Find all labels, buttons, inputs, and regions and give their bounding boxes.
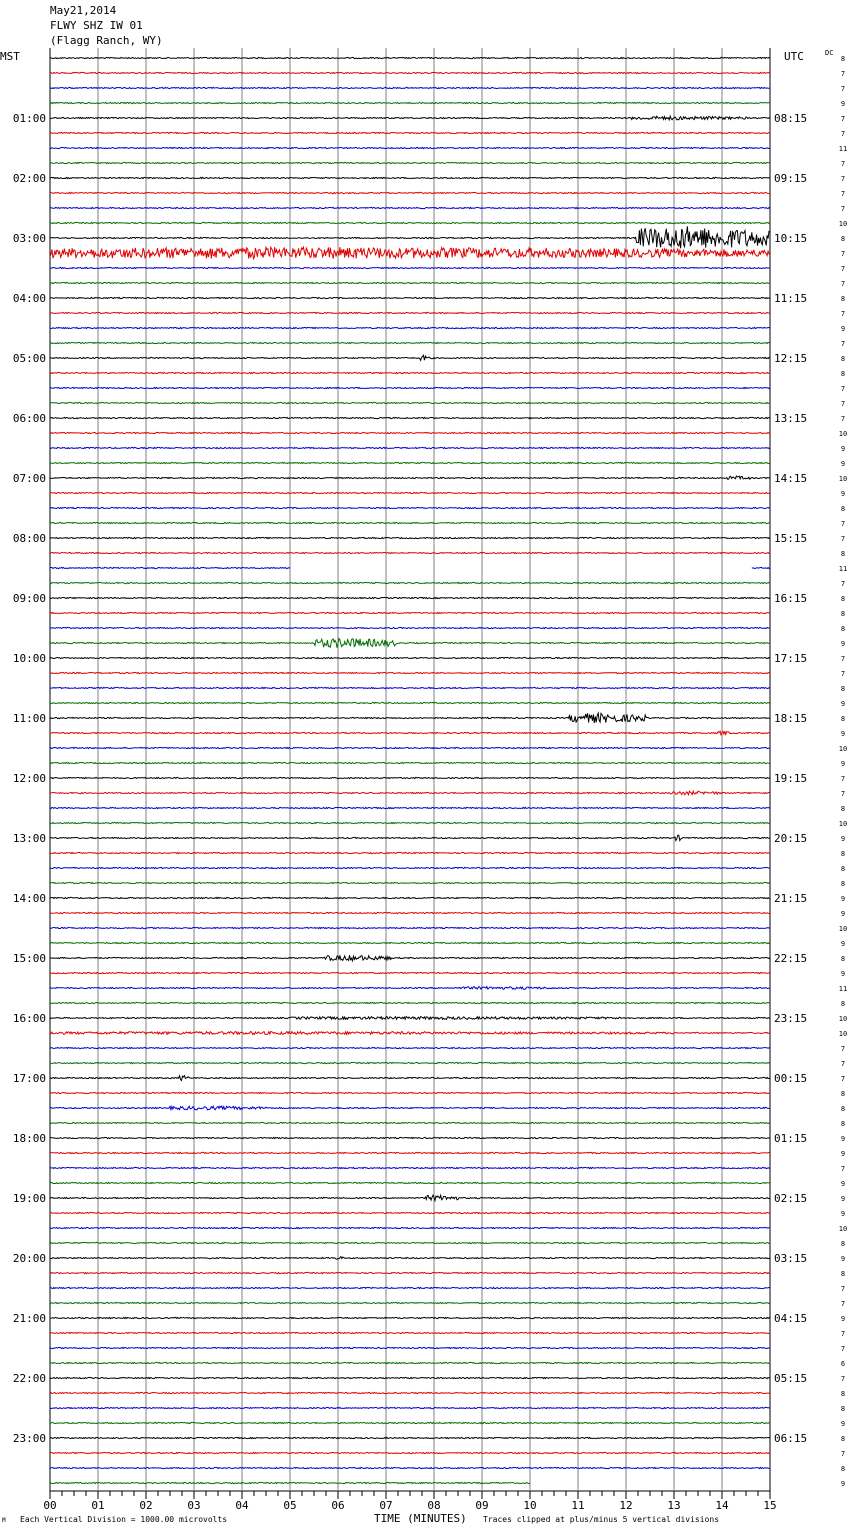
dc-offset-label: 7: [840, 1045, 846, 1053]
dc-offset-label: 8: [840, 295, 846, 303]
dc-label: DC: [825, 49, 834, 57]
trace-line: [50, 1287, 770, 1288]
right-hour-label: 13:15: [774, 412, 808, 425]
dc-offset-label: 9: [840, 700, 846, 708]
dc-offset-label: 8: [840, 715, 846, 723]
left-hour-label: 14:00: [12, 892, 46, 905]
trace-line: [50, 522, 770, 523]
right-hour-label: 11:15: [774, 292, 808, 305]
clip-note: Traces clipped at plus/minus 5 vertical divisions: [483, 1515, 720, 1524]
dc-offset-label: 8: [840, 1435, 846, 1443]
dc-offset-label: 9: [840, 910, 846, 918]
trace-line: [50, 132, 770, 133]
trace-line: [50, 927, 770, 928]
left-hour-label: 23:00: [12, 1432, 46, 1445]
left-hour-label: 03:00: [12, 232, 46, 245]
dc-offset-label: 10: [838, 820, 848, 828]
dc-offset-label: 7: [840, 790, 846, 798]
x-tick-label: 00: [43, 1499, 57, 1512]
trace-line: [50, 1227, 770, 1228]
dc-offset-label: 9: [840, 325, 846, 333]
trace-line: [50, 207, 770, 208]
dc-offset-label: 7: [840, 1450, 846, 1458]
trace-line: [50, 713, 770, 723]
dc-offset-label: 8: [840, 1120, 846, 1128]
dc-offset-label: 10: [838, 1225, 848, 1233]
dc-offset-label: 9: [840, 1135, 846, 1143]
trace-line: [50, 1182, 770, 1183]
right-hour-label: 02:15: [774, 1192, 808, 1205]
left-hour-label: 18:00: [12, 1132, 46, 1145]
trace-line: [50, 1167, 770, 1168]
trace-line: [50, 567, 770, 568]
trace-line: [50, 1257, 770, 1260]
dc-offset-label: 7: [840, 1165, 846, 1173]
right-hour-label: 03:15: [774, 1252, 808, 1265]
right-hour-label: 10:15: [774, 232, 808, 245]
x-tick-label: 09: [475, 1499, 489, 1512]
dc-offset-label: 7: [840, 280, 846, 288]
dc-offset-label: 8: [840, 505, 846, 513]
corner-mark: M: [2, 1517, 6, 1524]
dc-offset-label: 8: [840, 595, 846, 603]
right-hour-label: 12:15: [774, 352, 808, 365]
trace-line: [50, 355, 770, 360]
trace-line: [50, 1422, 770, 1423]
trace-line: [50, 222, 770, 223]
trace-line: [50, 1076, 770, 1081]
trace-line: [50, 612, 770, 613]
trace-line: [50, 447, 770, 448]
trace-line: [50, 102, 770, 103]
left-hour-label: 12:00: [12, 772, 46, 785]
dc-offset-label: 9: [840, 1420, 846, 1428]
dc-offset-label: 6: [840, 1360, 846, 1368]
dc-offset-label: 11: [838, 565, 848, 573]
trace-line: [50, 1242, 770, 1243]
trace-line: [50, 1062, 770, 1063]
trace-line: [50, 582, 770, 583]
trace-line: [50, 1002, 770, 1003]
x-tick-label: 03: [187, 1499, 201, 1512]
dc-offset-label: 9: [840, 1150, 846, 1158]
trace-line: [50, 987, 770, 990]
trace-line: [50, 57, 770, 58]
dc-offset-label: 8: [840, 1390, 846, 1398]
dc-offset-label: 7: [840, 580, 846, 588]
right-hour-label: 23:15: [774, 1012, 808, 1025]
trace-line: [50, 1017, 770, 1020]
dc-offset-label: 7: [840, 1075, 846, 1083]
dc-offset-label: 7: [840, 310, 846, 318]
dc-offset-label: 7: [840, 205, 846, 213]
trace-line: [50, 852, 770, 853]
left-hour-label: 22:00: [12, 1372, 46, 1385]
dc-offset-label: 9: [840, 1180, 846, 1188]
dc-offset-label: 7: [840, 130, 846, 138]
dc-offset-label: 9: [840, 1480, 846, 1488]
left-hour-label: 10:00: [12, 652, 46, 665]
dc-offset-label: 9: [840, 490, 846, 498]
dc-offset-label: 7: [840, 535, 846, 543]
x-tick-label: 12: [619, 1499, 633, 1512]
trace-line: [50, 1032, 770, 1035]
dc-offset-label: 9: [840, 445, 846, 453]
trace-line: [50, 226, 770, 248]
x-tick-label: 04: [235, 1499, 249, 1512]
trace-line: [50, 731, 770, 735]
dc-offset-label: 7: [840, 1330, 846, 1338]
left-hour-label: 21:00: [12, 1312, 46, 1325]
left-hour-label: 06:00: [12, 412, 46, 425]
right-hour-label: 04:15: [774, 1312, 808, 1325]
right-timezone-label: UTC: [784, 50, 804, 63]
dc-offset-label: 8: [840, 955, 846, 963]
x-tick-label: 14: [715, 1499, 729, 1512]
trace-line: [50, 1437, 770, 1438]
trace-line: [50, 1317, 770, 1318]
x-tick-label: 13: [667, 1499, 681, 1512]
x-tick-label: 02: [139, 1499, 153, 1512]
left-hour-label: 17:00: [12, 1072, 46, 1085]
dc-offset-label: 10: [838, 475, 848, 483]
dc-offset-label: 10: [838, 220, 848, 228]
right-hour-label: 21:15: [774, 892, 808, 905]
trace-line: [50, 1092, 770, 1093]
dc-offset-label: 9: [840, 1315, 846, 1323]
trace-line: [50, 1392, 770, 1393]
dc-offset-label: 7: [840, 1285, 846, 1293]
trace-line: [50, 882, 770, 883]
dc-offset-label: 9: [840, 895, 846, 903]
dc-offset-label: 9: [840, 1195, 846, 1203]
trace-line: [50, 1152, 770, 1153]
trace-line: [50, 1122, 770, 1123]
dc-offset-label: 10: [838, 430, 848, 438]
header-location: (Flagg Ranch, WY): [50, 34, 163, 47]
dc-offset-label: 8: [840, 865, 846, 873]
trace-line: [50, 72, 770, 73]
dc-offset-label: 9: [840, 1255, 846, 1263]
trace-line: [50, 312, 770, 313]
dc-offset-label: 8: [840, 685, 846, 693]
trace-line: [50, 1407, 770, 1408]
trace-line: [50, 1106, 770, 1110]
dc-offset-label: 7: [840, 520, 846, 528]
x-tick-label: 10: [523, 1499, 537, 1512]
dc-offset-label: 7: [840, 655, 846, 663]
trace-line: [50, 822, 770, 823]
x-tick-label: 01: [91, 1499, 105, 1512]
right-hour-label: 16:15: [774, 592, 808, 605]
right-hour-label: 01:15: [774, 1132, 808, 1145]
dc-offset-label: 7: [840, 115, 846, 123]
trace-line: [50, 912, 770, 913]
dc-offset-label: 8: [840, 1000, 846, 1008]
right-hour-label: 08:15: [774, 112, 808, 125]
dc-offset-label: 7: [840, 400, 846, 408]
dc-offset-label: 9: [840, 835, 846, 843]
left-hour-label: 13:00: [12, 832, 46, 845]
trace-line: [50, 476, 770, 479]
left-hour-label: 15:00: [12, 952, 46, 965]
trace-line: [50, 492, 770, 493]
trace-line: [50, 342, 770, 343]
trace-line: [50, 1302, 770, 1303]
trace-line: [50, 672, 770, 673]
dc-offset-label: 7: [840, 1375, 846, 1383]
trace-line: [50, 1137, 770, 1138]
dc-offset-label: 9: [840, 940, 846, 948]
dc-offset-label: 7: [840, 385, 846, 393]
trace-line: [50, 972, 770, 973]
trace-line: [50, 627, 770, 628]
right-hour-label: 17:15: [774, 652, 808, 665]
x-tick-label: 07: [379, 1499, 393, 1512]
dc-offset-label: 8: [840, 850, 846, 858]
dc-offset-label: 8: [840, 1405, 846, 1413]
trace-line: [50, 791, 770, 795]
dc-offset-label: 8: [840, 55, 846, 63]
right-hour-label: 19:15: [774, 772, 808, 785]
dc-offset-label: 9: [840, 1210, 846, 1218]
trace-line: [50, 1467, 770, 1468]
right-hour-label: 20:15: [774, 832, 808, 845]
dc-offset-label: 7: [840, 670, 846, 678]
trace-line: [50, 702, 770, 703]
left-hour-label: 11:00: [12, 712, 46, 725]
dc-offset-label: 10: [838, 1015, 848, 1023]
dc-offset-label: 8: [840, 1105, 846, 1113]
right-hour-label: 00:15: [774, 1072, 808, 1085]
trace-line: [50, 537, 770, 538]
dc-offset-label: 8: [840, 880, 846, 888]
dc-offset-label: 8: [840, 235, 846, 243]
dc-offset-label: 7: [840, 415, 846, 423]
trace-line: [50, 282, 770, 283]
x-tick-label: 08: [427, 1499, 441, 1512]
dc-offset-label: 7: [840, 160, 846, 168]
dc-offset-label: 8: [840, 355, 846, 363]
x-tick-label: 15: [763, 1499, 777, 1512]
dc-offset-label: 9: [840, 460, 846, 468]
header-station: FLWY SHZ IW 01: [50, 19, 143, 32]
trace-line: [50, 1377, 770, 1378]
header-date: May21,2014: [50, 4, 117, 17]
trace-line: [50, 507, 770, 508]
x-tick-label: 05: [283, 1499, 297, 1512]
x-tick-label: 11: [571, 1499, 585, 1512]
trace-line: [50, 327, 770, 328]
trace-line: [50, 942, 770, 943]
left-hour-label: 07:00: [12, 472, 46, 485]
trace-line: [50, 1332, 770, 1333]
left-hour-label: 09:00: [12, 592, 46, 605]
dc-offset-label: 7: [840, 265, 846, 273]
dc-offset-label: 8: [840, 1090, 846, 1098]
right-hour-label: 14:15: [774, 472, 808, 485]
dc-offset-label: 8: [840, 805, 846, 813]
trace-line: [50, 387, 770, 388]
x-tick-label: 06: [331, 1499, 345, 1512]
dc-offset-label: 7: [840, 340, 846, 348]
dc-offset-label: 7: [840, 1060, 846, 1068]
left-hour-label: 19:00: [12, 1192, 46, 1205]
dc-offset-label: 7: [840, 190, 846, 198]
dc-offset-label: 8: [840, 1270, 846, 1278]
trace-line: [50, 552, 770, 553]
trace-line: [50, 1452, 770, 1453]
dc-offset-label: 7: [840, 1345, 846, 1353]
dc-offset-label: 11: [838, 985, 848, 993]
dc-offset-label: 7: [840, 85, 846, 93]
right-hour-label: 09:15: [774, 172, 808, 185]
left-hour-label: 16:00: [12, 1012, 46, 1025]
dc-offset-label: 7: [840, 1300, 846, 1308]
dc-offset-label: 10: [838, 925, 848, 933]
trace-line: [50, 432, 770, 433]
dc-offset-label: 9: [840, 640, 846, 648]
trace-line: [50, 267, 770, 268]
dc-offset-label: 9: [840, 100, 846, 108]
dc-offset-label: 8: [840, 370, 846, 378]
trace-line: [50, 687, 770, 688]
trace-line: [50, 1047, 770, 1048]
trace-line: [50, 297, 770, 298]
trace-line: [50, 867, 770, 868]
dc-offset-label: 8: [840, 625, 846, 633]
right-hour-label: 06:15: [774, 1432, 808, 1445]
dc-offset-label: 9: [840, 760, 846, 768]
dc-offset-label: 7: [840, 250, 846, 258]
trace-line: [50, 777, 770, 778]
left-hour-label: 04:00: [12, 292, 46, 305]
trace-line: [50, 639, 770, 648]
left-hour-label: 01:00: [12, 112, 46, 125]
right-hour-label: 15:15: [774, 532, 808, 545]
trace-line: [50, 747, 770, 748]
dc-offset-label: 9: [840, 730, 846, 738]
dc-offset-label: 9: [840, 970, 846, 978]
trace-line: [50, 417, 770, 418]
left-hour-label: 05:00: [12, 352, 46, 365]
scale-note: Each Vertical Division = 1000.00 microvolts: [20, 1515, 228, 1524]
dc-offset-label: 8: [840, 550, 846, 558]
trace-line: [50, 897, 770, 898]
trace-line: [50, 807, 770, 808]
trace-line: [50, 162, 770, 163]
trace-line: [50, 372, 770, 373]
trace-line: [50, 402, 770, 403]
right-hour-label: 05:15: [774, 1372, 808, 1385]
left-hour-label: 02:00: [12, 172, 46, 185]
trace-line: [50, 247, 770, 259]
trace-line: [50, 657, 770, 658]
dc-offset-label: 8: [840, 1240, 846, 1248]
dc-offset-label: 10: [838, 1030, 848, 1038]
trace-line: [50, 835, 770, 840]
trace-line: [50, 1212, 770, 1213]
trace-line: [50, 1195, 770, 1200]
dc-offset-label: 11: [838, 145, 848, 153]
trace-line: [50, 177, 770, 178]
dc-offset-label: 7: [840, 175, 846, 183]
dc-offset-label: 8: [840, 610, 846, 618]
trace-line: [50, 462, 770, 463]
right-hour-label: 18:15: [774, 712, 808, 725]
trace-line: [50, 762, 770, 763]
trace-line: [50, 87, 770, 88]
x-axis-title: TIME (MINUTES): [374, 1512, 467, 1525]
trace-line: [50, 192, 770, 193]
trace-line: [50, 1362, 770, 1363]
right-hour-label: 22:15: [774, 952, 808, 965]
dc-offset-label: 8: [840, 1465, 846, 1473]
left-hour-label: 08:00: [12, 532, 46, 545]
trace-line: [50, 1347, 770, 1348]
left-hour-label: 20:00: [12, 1252, 46, 1265]
trace-line: [50, 955, 770, 961]
trace-line: [50, 1272, 770, 1273]
left-timezone-label: MST: [0, 50, 20, 63]
dc-offset-label: 10: [838, 745, 848, 753]
trace-line: [50, 147, 770, 148]
dc-offset-label: 7: [840, 775, 846, 783]
dc-offset-label: 7: [840, 70, 846, 78]
trace-line: [50, 597, 770, 598]
trace-line: [50, 116, 770, 120]
